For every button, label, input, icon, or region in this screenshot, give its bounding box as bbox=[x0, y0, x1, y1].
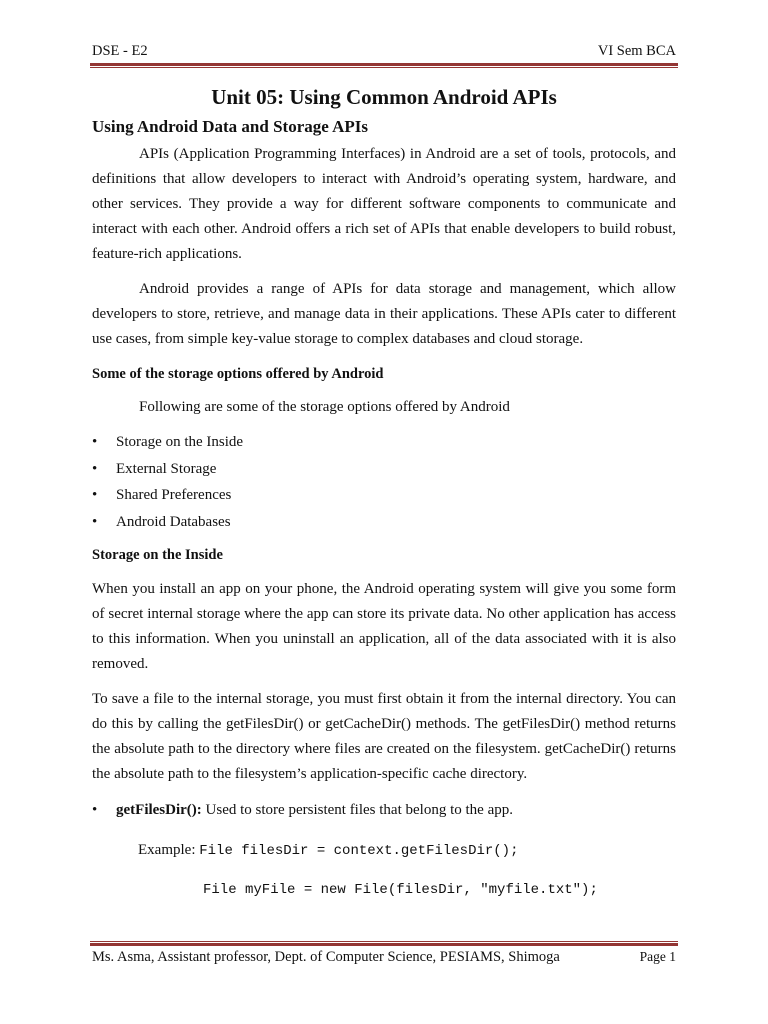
list-item-label: Storage on the Inside bbox=[116, 434, 244, 450]
bullet-icon: • bbox=[92, 802, 98, 818]
footer-rule bbox=[90, 941, 678, 946]
bullet-icon: • bbox=[92, 460, 98, 477]
internal-storage-paragraph: When you install an app on your phone, the Android operating system will give you some form of secret internal storage where the app can store its private data. No other application has access to this information. When you uninstall an application, all of the data associated with it is also removed. bbox=[92, 581, 676, 672]
internal-storage-heading: Storage on the Inside bbox=[92, 547, 223, 563]
bullet-icon: • bbox=[92, 487, 98, 503]
method-term: getFilesDir(): bbox=[116, 802, 202, 818]
storage-apis-paragraph: Android provides a range of APIs for data storage and management, which allow developers to store, retrieve, and manage data in their applications. These APIs cater to different use cases, from simple key-value storage to complex databases and cloud storage. bbox=[92, 281, 676, 347]
code-example-continued bbox=[92, 877, 676, 902]
list-item-label: Android Databases bbox=[116, 513, 231, 530]
method-list bbox=[92, 797, 676, 824]
code-example bbox=[92, 838, 676, 863]
list-item bbox=[92, 509, 676, 536]
header-semester: VI Sem BCA bbox=[597, 43, 676, 59]
footer-author: Ms. Asma, Assistant professor, Dept. of Computer Science, PESIAMS, Shimoga bbox=[92, 949, 560, 965]
getfilesdir-paragraph: To save a file to the internal storage, you must first obtain it from the internal directory. You can do this by calling the getFilesDir() or getCacheDir() methods. The getFilesDir() method returns the absolute path to the directory where files are created on the filesystem. getCacheDir() returns the absolute path to the filesystem’s application-specific cache directory. bbox=[92, 691, 676, 782]
example-label: Example: bbox=[138, 841, 200, 858]
page-title: Unit 05: Using Common Android APIs bbox=[211, 85, 557, 109]
list-item bbox=[92, 429, 676, 456]
list-item-label: Shared Preferences bbox=[116, 487, 232, 503]
page-body bbox=[92, 84, 676, 902]
code-line-2: File myFile = new File(filesDir, "myfile.txt"); bbox=[203, 881, 598, 898]
header-rule bbox=[90, 63, 678, 68]
intro-paragraph: APIs (Application Programming Interfaces) in Android are a set of tools, protocols, and definitions that allow developers to interact with Android’s operating system, hardware, and other services. They provide a way for different software components to communicate and interact with each other. Android offers a rich set of APIs that enable developers to build robust, feature-rich applications. bbox=[92, 146, 676, 262]
storage-options-intro: Following are some of the storage options offered by Android bbox=[139, 399, 510, 415]
bullet-icon: • bbox=[92, 434, 98, 450]
list-item bbox=[92, 482, 676, 509]
code-line-1: File filesDir = context.getFilesDir(); bbox=[199, 842, 519, 859]
method-description: Used to store persistent files that belong to the app. bbox=[201, 802, 513, 818]
page-header bbox=[92, 43, 676, 61]
bullet-icon: • bbox=[92, 513, 98, 530]
list-item bbox=[92, 456, 676, 483]
storage-options-list bbox=[92, 429, 676, 535]
page-number: Page 1 bbox=[639, 949, 676, 964]
header-course-code: DSE - E2 bbox=[92, 43, 148, 59]
list-item bbox=[92, 797, 676, 824]
section-heading: Using Android Data and Storage APIs bbox=[92, 117, 368, 136]
list-item-label: External Storage bbox=[116, 460, 217, 477]
storage-options-heading: Some of the storage options offered by Android bbox=[92, 366, 384, 382]
